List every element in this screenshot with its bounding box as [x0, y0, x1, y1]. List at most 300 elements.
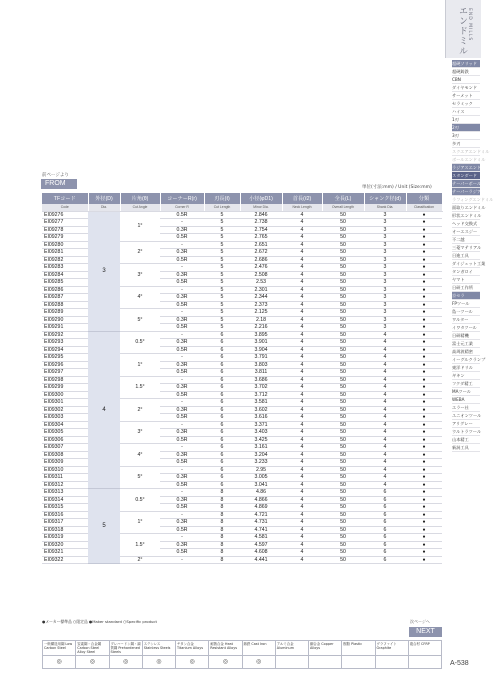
- material-name: 炭素鋼・合金鋼 Carbon Steel Alloy Steel: [76, 641, 109, 656]
- unit-note: 単位(寸法:mm) / Unit (Size:mm): [362, 185, 432, 190]
- table-cell: ●: [406, 264, 442, 272]
- table-cell: 6: [204, 436, 240, 444]
- table-cell: 0.5R: [160, 481, 204, 489]
- table-cell: 4.741: [240, 526, 282, 534]
- table-cell: 4: [282, 301, 322, 309]
- table-cell: ●: [406, 361, 442, 369]
- material-suitability: ◎: [176, 656, 209, 669]
- table-cell: 4: [282, 459, 322, 467]
- side-index-item[interactable]: イワタツール: [452, 324, 480, 332]
- table-cell: 50: [322, 421, 364, 429]
- table-cell: 4: [364, 466, 406, 474]
- table-cell: 3: [364, 316, 406, 324]
- table-cell: 0.3R: [160, 384, 204, 392]
- table-cell: EI09304: [42, 421, 88, 429]
- table-cell: 0.3R: [160, 339, 204, 347]
- table-cell: ●: [406, 391, 442, 399]
- material-name: 樹脂 Plastic: [342, 641, 375, 656]
- table-cell: 2.846: [240, 211, 282, 219]
- table-cell: ●: [406, 279, 442, 287]
- table-cell: 3.904: [240, 346, 282, 354]
- table-cell: ●: [406, 459, 442, 467]
- column-header: シャンク径(d): [364, 193, 406, 204]
- side-index-item[interactable]: スクエアエンドミル: [452, 149, 490, 154]
- table-cell: ●: [406, 406, 442, 414]
- side-index-item[interactable]: エラー社: [452, 404, 480, 412]
- table-cell: 8: [204, 496, 240, 504]
- table-cell: 0.5R: [160, 504, 204, 512]
- material-suitability: ◎: [43, 656, 76, 669]
- table-cell: ●: [406, 249, 442, 257]
- cut-angle-cell: 5°: [120, 466, 160, 489]
- table-cell: EI09302: [42, 406, 88, 414]
- table-cell: ●: [406, 534, 442, 542]
- material-suitability: ◎: [142, 656, 175, 669]
- table-cell: 5: [204, 234, 240, 242]
- side-index-item[interactable]: 山本精工: [452, 436, 480, 444]
- table-cell: EI09297: [42, 369, 88, 377]
- side-index-item[interactable]: ワルター: [452, 316, 480, 324]
- cut-angle-cell: 0.5°: [120, 331, 160, 354]
- cut-angle-cell: 3°: [120, 421, 160, 444]
- table-cell: 6: [204, 361, 240, 369]
- table-cell: 0.5R: [160, 346, 204, 354]
- table-cell: 6: [204, 474, 240, 482]
- table-cell: 4: [364, 474, 406, 482]
- table-cell: 6: [204, 391, 240, 399]
- table-cell: 0.3R: [160, 474, 204, 482]
- side-index-item[interactable]: フクダ精工: [452, 380, 480, 388]
- table-cell: 5: [204, 271, 240, 279]
- column-header: 外径(D): [88, 193, 120, 204]
- table-cell: 50: [322, 384, 364, 392]
- table-cell: 0.3R: [160, 361, 204, 369]
- cut-angle-cell: 1°: [120, 211, 160, 241]
- table-cell: ●: [406, 309, 442, 317]
- side-index-item[interactable]: 京セラ: [452, 292, 480, 300]
- table-cell: ●: [406, 211, 442, 219]
- table-cell: 3.686: [240, 376, 282, 384]
- table-cell: 4: [282, 466, 322, 474]
- side-index-item[interactable]: ギキン: [452, 372, 480, 380]
- table-cell: 4.721: [240, 511, 282, 519]
- table-cell: 4: [282, 339, 322, 347]
- table-cell: 0.5R: [160, 369, 204, 377]
- column-header: 首長(ℓ2): [282, 193, 322, 204]
- side-index-item[interactable]: テーパーボール: [452, 181, 482, 186]
- table-cell: 6: [204, 376, 240, 384]
- side-index-item[interactable]: サーメット: [452, 92, 480, 100]
- cut-angle-cell: 4°: [120, 444, 160, 467]
- side-index-item[interactable]: タンガロイ: [452, 268, 480, 276]
- table-cell: 8: [204, 526, 240, 534]
- material-suitability: [309, 656, 342, 669]
- table-cell: -: [160, 241, 204, 249]
- cut-angle-cell: 5°: [120, 309, 160, 332]
- side-index-item[interactable]: 富士元工業: [452, 340, 480, 348]
- column-header: 小径(φD1): [240, 193, 282, 204]
- table-cell: 50: [322, 264, 364, 272]
- side-index-item[interactable]: 日進工具: [452, 252, 480, 260]
- table-cell: 50: [322, 429, 364, 437]
- table-cell: 4.597: [240, 541, 282, 549]
- table-cell: 3.041: [240, 481, 282, 489]
- side-index-item[interactable]: イーグルクランプ: [452, 357, 486, 362]
- table-cell: 6: [204, 444, 240, 452]
- side-index-item[interactable]: 2刃: [452, 124, 480, 132]
- cut-angle-cell: 4°: [120, 286, 160, 309]
- table-cell: 4: [282, 271, 322, 279]
- table-cell: ●: [406, 369, 442, 377]
- table-cell: 6: [204, 466, 240, 474]
- column-header: 分類: [406, 193, 442, 204]
- table-cell: ●: [406, 556, 442, 564]
- table-cell: -: [160, 309, 204, 317]
- table-cell: 0.3R: [160, 294, 204, 302]
- column-header: 全長(L): [322, 193, 364, 204]
- table-cell: 0.3R: [160, 496, 204, 504]
- side-index-item[interactable]: CBN: [452, 76, 480, 84]
- side-index-item[interactable]: ダイヤモンド: [452, 84, 480, 92]
- table-cell: 3: [364, 324, 406, 332]
- table-cell: 0.3R: [160, 249, 204, 257]
- table-cell: 50: [322, 369, 364, 377]
- material-name: グラファイト Graphite: [375, 641, 408, 656]
- table-cell: ●: [406, 504, 442, 512]
- table-cell: 5: [204, 256, 240, 264]
- side-index-item[interactable]: 超硬鋳鉄: [452, 68, 480, 76]
- table-cell: 2.754: [240, 226, 282, 234]
- side-index-item[interactable]: ハイス: [452, 108, 480, 116]
- table-cell: 6: [204, 459, 240, 467]
- cut-angle-cell: 2°: [120, 241, 160, 264]
- table-cell: EI09311: [42, 474, 88, 482]
- column-header: コーナーR(r): [160, 193, 204, 204]
- table-cell: 4: [282, 346, 322, 354]
- table-cell: -: [160, 556, 204, 564]
- table-cell: 4.86: [240, 489, 282, 497]
- column-subheader: Cut Angle: [120, 204, 160, 211]
- table-cell: 0.5R: [160, 324, 204, 332]
- side-index-item[interactable]: FPツール: [452, 300, 480, 308]
- table-cell: 6: [204, 384, 240, 392]
- table-cell: 50: [322, 211, 364, 219]
- table-cell: EI09298: [42, 376, 88, 384]
- side-index-item[interactable]: オーエスジー: [452, 228, 480, 236]
- table-cell: EI09280: [42, 241, 88, 249]
- table-cell: 50: [322, 496, 364, 504]
- table-cell: 50: [322, 234, 364, 242]
- table-cell: ●: [406, 241, 442, 249]
- table-cell: 50: [322, 249, 364, 257]
- side-index: [452, 60, 493, 452]
- material-name: アルミ合金 Aluminum: [275, 641, 308, 656]
- table-cell: 5: [204, 226, 240, 234]
- table-cell: 2.95: [240, 466, 282, 474]
- material-name: 複合材 CFRP: [408, 641, 441, 656]
- table-cell: -: [160, 264, 204, 272]
- table-cell: EI09289: [42, 309, 88, 317]
- cut-angle-cell: 1°: [120, 511, 160, 534]
- section-title-jp: エンドミル: [457, 6, 467, 56]
- table-cell: EI09283: [42, 264, 88, 272]
- table-cell: 0.5R: [160, 414, 204, 422]
- side-index-item[interactable]: ウルトラツール: [452, 429, 482, 434]
- side-index-item[interactable]: 面取りエンドミル: [452, 205, 486, 210]
- table-cell: 50: [322, 309, 364, 317]
- side-index-item[interactable]: セラミック: [452, 100, 480, 108]
- table-cell: EI09277: [42, 219, 88, 227]
- table-cell: EI09309: [42, 459, 88, 467]
- table-row[interactable]: [42, 331, 442, 339]
- table-cell: ●: [406, 219, 442, 227]
- side-index-item[interactable]: 不二越: [452, 236, 480, 244]
- table-cell: 50: [322, 489, 364, 497]
- table-cell: EI09300: [42, 391, 88, 399]
- table-cell: 50: [322, 519, 364, 527]
- column-subheader: Shank Dia.: [364, 204, 406, 211]
- side-index-item[interactable]: 3刃: [452, 132, 480, 140]
- side-index-item[interactable]: ヘッド交換式: [452, 220, 480, 228]
- side-index-item[interactable]: 1刃: [452, 116, 480, 124]
- material-name: プレハードン鋼・調質鋼 Prehardened Steels: [110, 642, 141, 654]
- table-cell: ●: [406, 541, 442, 549]
- table-cell: 3: [364, 211, 406, 219]
- table-cell: 6: [204, 339, 240, 347]
- side-index-item[interactable]: スタンダード: [452, 172, 480, 180]
- table-cell: 50: [322, 436, 364, 444]
- side-index-item[interactable]: ラフィングエンドミル: [452, 197, 493, 202]
- table-cell: 0.3R: [160, 451, 204, 459]
- table-cell: 50: [322, 316, 364, 324]
- material-suitability: [275, 656, 308, 669]
- material-name: 銅合金 Copper Alloys: [309, 641, 342, 656]
- table-cell: EI09282: [42, 256, 88, 264]
- table-cell: 50: [322, 399, 364, 407]
- table-cell: 3.005: [240, 474, 282, 482]
- material-table: [42, 640, 442, 669]
- side-index-item[interactable]: 形状エンドミル: [452, 213, 482, 218]
- table-cell: 5: [204, 324, 240, 332]
- side-index-item[interactable]: ユニオンツール: [452, 413, 482, 418]
- table-cell: ●: [406, 324, 442, 332]
- table-cell: 4: [282, 361, 322, 369]
- table-cell: ●: [406, 519, 442, 527]
- column-subheader: Minor Dia.: [240, 204, 282, 211]
- table-cell: -: [160, 511, 204, 519]
- table-cell: 4: [364, 376, 406, 384]
- table-cell: 3.702: [240, 384, 282, 392]
- column-subheader: Cut Length: [204, 204, 240, 211]
- table-cell: EI09285: [42, 279, 88, 287]
- table-cell: 8: [204, 549, 240, 557]
- side-index-item[interactable]: 東洋ドリル: [452, 364, 480, 372]
- section-title-en: END MILLS: [467, 8, 472, 42]
- table-cell: 6: [204, 369, 240, 377]
- table-cell: 0.5R: [160, 459, 204, 467]
- table-cell: 4: [282, 309, 322, 317]
- from-tag[interactable]: FROM: [41, 179, 77, 189]
- table-cell: 4: [364, 384, 406, 392]
- table-cell: EI09284: [42, 271, 88, 279]
- table-cell: 4: [282, 451, 322, 459]
- side-index-item[interactable]: ラジアスエンドミル: [452, 165, 490, 170]
- table-cell: 6: [204, 414, 240, 422]
- table-cell: 50: [322, 271, 364, 279]
- table-cell: EI09315: [42, 504, 88, 512]
- table-row[interactable]: [42, 489, 442, 497]
- table-cell: 5: [204, 249, 240, 257]
- table-cell: 50: [322, 324, 364, 332]
- table-cell: EI09308: [42, 451, 88, 459]
- table-cell: 4: [282, 219, 322, 227]
- table-cell: EI09322: [42, 556, 88, 564]
- table-cell: 6: [364, 526, 406, 534]
- table-cell: 4: [364, 369, 406, 377]
- column-header: TFコード: [42, 193, 88, 204]
- table-cell: ●: [406, 421, 442, 429]
- side-index-item[interactable]: 超硬ソリッド: [452, 60, 480, 68]
- table-cell: 4.731: [240, 519, 282, 527]
- column-subheader: Dia.: [88, 204, 120, 211]
- table-cell: 4: [282, 421, 322, 429]
- table-cell: EI09303: [42, 414, 88, 422]
- material-suitability: ◎: [209, 656, 242, 669]
- table-cell: ●: [406, 436, 442, 444]
- table-cell: EI09299: [42, 384, 88, 392]
- table-cell: 3.791: [240, 354, 282, 362]
- table-cell: 8: [204, 519, 240, 527]
- table-cell: ●: [406, 331, 442, 339]
- table-cell: 3.616: [240, 414, 282, 422]
- table-cell: 6: [364, 519, 406, 527]
- side-index-item[interactable]: テーパーラジアス: [452, 189, 486, 194]
- table-cell: -: [160, 399, 204, 407]
- material-suitability: [375, 656, 408, 669]
- table-cell: ●: [406, 256, 442, 264]
- table-cell: 3.403: [240, 429, 282, 437]
- side-index-item[interactable]: 日研精機: [452, 332, 480, 340]
- table-cell: 6: [204, 481, 240, 489]
- side-index-item[interactable]: WEBA: [452, 396, 480, 404]
- next-button[interactable]: NEXT: [409, 627, 442, 637]
- side-index-item[interactable]: 多刃: [452, 140, 480, 148]
- cut-angle-cell: 2°: [120, 556, 160, 564]
- side-index-item[interactable]: ダイジェット工業: [452, 261, 486, 266]
- table-cell: 8: [204, 534, 240, 542]
- table-cell: 4: [282, 234, 322, 242]
- table-cell: -: [160, 376, 204, 384]
- side-index-item[interactable]: ボールエンドミル: [452, 157, 486, 162]
- table-cell: 3.161: [240, 444, 282, 452]
- table-cell: 4: [282, 331, 322, 339]
- table-cell: 4: [364, 451, 406, 459]
- table-cell: 6: [364, 549, 406, 557]
- table-cell: EI09310: [42, 466, 88, 474]
- table-cell: ●: [406, 399, 442, 407]
- table-cell: ●: [406, 271, 442, 279]
- table-cell: 4: [364, 331, 406, 339]
- material-name: 鋳鉄 Cast Iron: [242, 641, 275, 656]
- table-cell: 4: [364, 399, 406, 407]
- table-cell: 5: [204, 286, 240, 294]
- table-row[interactable]: [42, 211, 442, 219]
- table-cell: 3.581: [240, 399, 282, 407]
- side-index-item[interactable]: 高周波精密: [452, 348, 480, 356]
- table-cell: 0.5R: [160, 391, 204, 399]
- diameter-cell: 5: [88, 489, 120, 564]
- table-cell: 0.3R: [160, 406, 204, 414]
- table-cell: 0.5R: [160, 256, 204, 264]
- table-cell: 6: [204, 406, 240, 414]
- side-index-item[interactable]: 日研工作所: [452, 284, 480, 292]
- table-cell: 50: [322, 474, 364, 482]
- table-cell: 3: [364, 271, 406, 279]
- table-cell: 4: [282, 474, 322, 482]
- table-cell: 50: [322, 549, 364, 557]
- table-cell: ●: [406, 511, 442, 519]
- table-cell: 50: [322, 376, 364, 384]
- table-cell: 6: [204, 451, 240, 459]
- table-cell: -: [160, 489, 204, 497]
- table-cell: -: [160, 534, 204, 542]
- table-cell: ●: [406, 376, 442, 384]
- side-index-item[interactable]: 三菱マテリアル: [452, 245, 482, 250]
- table-cell: 50: [322, 294, 364, 302]
- material-suitability: ◎: [242, 656, 275, 669]
- table-cell: 50: [322, 556, 364, 564]
- table-cell: ●: [406, 429, 442, 437]
- table-cell: 4: [282, 391, 322, 399]
- table-cell: 4: [282, 286, 322, 294]
- side-index-item[interactable]: アリグレー: [452, 420, 480, 428]
- table-cell: 8: [204, 504, 240, 512]
- table-cell: EI09301: [42, 399, 88, 407]
- table-cell: 4: [282, 376, 322, 384]
- table-cell: EI09317: [42, 519, 88, 527]
- table-cell: ●: [406, 286, 442, 294]
- material-suitability: [342, 656, 375, 669]
- material-name: ステンレス Stainless Steels: [142, 641, 175, 656]
- table-cell: 4: [282, 541, 322, 549]
- table-cell: 50: [322, 406, 364, 414]
- table-cell: EI09288: [42, 301, 88, 309]
- table-cell: ●: [406, 346, 442, 354]
- cut-angle-cell: 1.5°: [120, 534, 160, 557]
- table-cell: 6: [204, 429, 240, 437]
- table-cell: 50: [322, 286, 364, 294]
- table-cell: 4: [364, 414, 406, 422]
- table-cell: EI09321: [42, 549, 88, 557]
- column-subheader: Code: [42, 204, 88, 211]
- cut-angle-cell: 3°: [120, 264, 160, 287]
- column-subheader: Neck Length: [282, 204, 322, 211]
- side-index-item[interactable]: MAツール: [452, 388, 480, 396]
- table-cell: EI09290: [42, 316, 88, 324]
- table-cell: -: [160, 219, 204, 227]
- table-cell: -: [160, 466, 204, 474]
- table-cell: 8: [204, 541, 240, 549]
- table-cell: EI09316: [42, 511, 88, 519]
- side-index-item[interactable]: 島一ツール: [452, 308, 480, 316]
- table-cell: ●: [406, 316, 442, 324]
- table-cell: 5: [204, 316, 240, 324]
- side-index-item[interactable]: ヤマト: [452, 276, 480, 284]
- table-cell: EI09313: [42, 489, 88, 497]
- side-index-item[interactable]: 新潟工具: [452, 444, 480, 452]
- page-number: A-538: [450, 660, 469, 667]
- table-cell: 2.53: [240, 279, 282, 287]
